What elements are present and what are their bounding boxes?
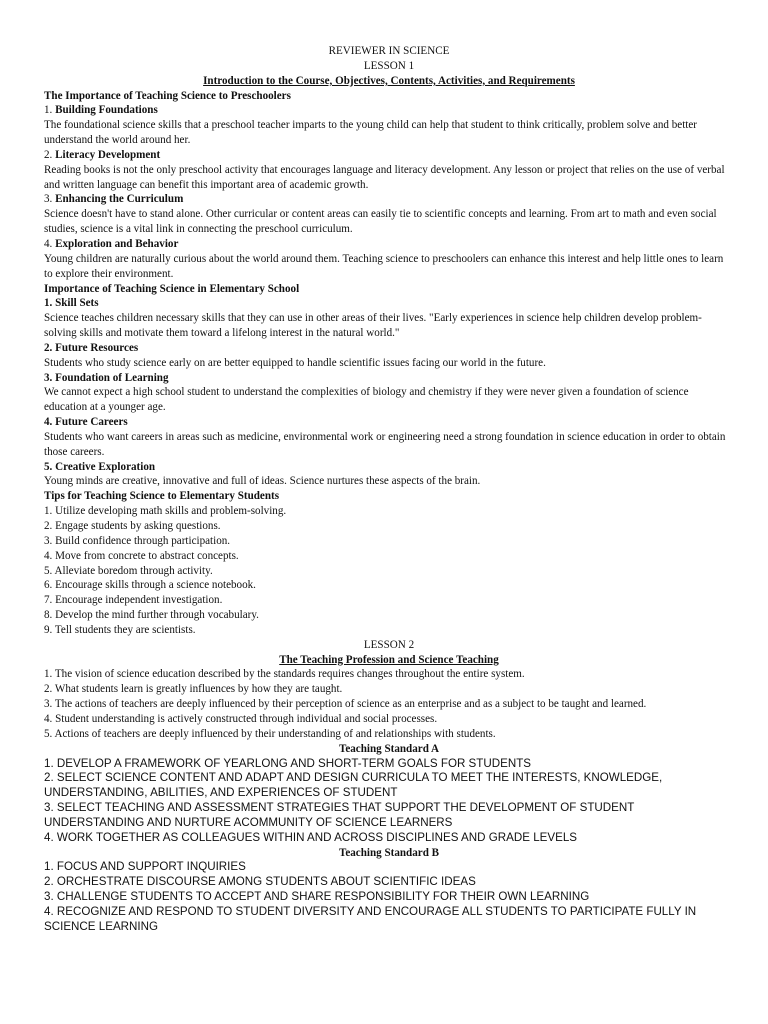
lesson-2-item: 4. Student understanding is actively constructed through individual and social processes. xyxy=(44,712,438,725)
lesson-1-subtitle: Introduction to the Course, Objectives, Contents, Activities, and Requirements xyxy=(203,74,575,87)
tips-item: 2. Engage students by asking questions. xyxy=(44,520,221,532)
lesson-2-item: 3. The actions of teachers are deeply influenced by their perception of science as an enterprise and as a subject to be taught and learned. xyxy=(44,698,647,711)
tips-item: 7. Encourage independent investigation. xyxy=(44,594,223,607)
preschool-item-title xyxy=(44,103,734,118)
preschool-item-title xyxy=(44,237,734,252)
standard-b-item: 1. FOCUS AND SUPPORT INQUIRIES xyxy=(44,860,246,874)
item-title: Building Foundations xyxy=(55,104,158,117)
elementary-heading: Importance of Teaching Science in Elementary School xyxy=(44,282,300,295)
document-title: REVIEWER IN SCIENCE xyxy=(328,45,450,57)
preschool-item-text: The foundational science skills that a preschool teacher imparts to the young child can help that student to think critically, problem solve and better understand the world around her. xyxy=(44,119,698,147)
lesson-2-item: 1. The vision of science education described by the standards requires changes throughout the entire system. xyxy=(44,668,525,681)
preschool-item-text: Young children are naturally curious about the world around them. Teaching science to preschoolers can enhance this interest and help little ones to learn to explore their environment. xyxy=(44,252,724,280)
tips-item: 4. Move from concrete to abstract concepts. xyxy=(44,549,239,562)
item-number: 1. xyxy=(44,104,56,117)
preschool-item-title xyxy=(44,192,734,207)
standard-a-heading: Teaching Standard A xyxy=(338,742,440,755)
standard-a-item: 2. SELECT SCIENCE CONTENT AND ADAPT AND DESIGN CURRICULA TO MEET THE INTERESTS, KNOWLEDGE, UNDERSTANDING, ABILITIES, AND EXPERIENCES OF STUDENT xyxy=(44,771,663,800)
lesson-2-subtitle: The Teaching Profession and Science Teaching xyxy=(279,653,499,666)
document-page xyxy=(44,44,734,935)
lesson-2-label: LESSON 2 xyxy=(363,638,415,651)
standard-a-item: 1. DEVELOP A FRAMEWORK OF YEARLONG AND SHORT-TERM GOALS FOR STUDENTS xyxy=(44,756,532,770)
lesson-2-item: 2. What students learn is greatly influences by how they are taught. xyxy=(44,683,343,696)
item-number: 3. xyxy=(44,193,56,206)
elementary-item-title: 5. Creative Exploration xyxy=(44,460,156,473)
tips-heading: Tips for Teaching Science to Elementary Students xyxy=(44,490,280,503)
item-number: 4. xyxy=(44,237,56,250)
tips-item: 8. Develop the mind further through vocabulary. xyxy=(44,609,259,622)
tips-item: 1. Utilize developing math skills and problem-solving. xyxy=(44,505,287,518)
preschool-item-text: Science doesn't have to stand alone. Other curricular or content areas can easily tie to scientific concepts and learning. From art to math and even social studies, science is a vital link in connecting the preschool curriculum. xyxy=(44,208,717,236)
lesson-2-item: 5. Actions of teachers are deeply influenced by their understanding of and relationships with students. xyxy=(44,727,496,740)
elementary-item-title: 4. Future Careers xyxy=(44,416,128,429)
standard-a-item: 4. WORK TOGETHER AS COLLEAGUES WITHIN AND ACROSS DISCIPLINES AND GRADE LEVELS xyxy=(44,830,578,844)
elementary-item-text: Students who study science early on are better equipped to handle scientific issues facing our world in the future. xyxy=(44,356,546,369)
item-title: Enhancing the Curriculum xyxy=(55,193,184,206)
elementary-item-text: Young minds are creative, innovative and full of ideas. Science nurtures these aspects of the brain. xyxy=(44,475,481,488)
standard-b-item: 3. CHALLENGE STUDENTS TO ACCEPT AND SHARE RESPONSIBILITY FOR THEIR OWN LEARNING xyxy=(44,890,590,904)
tips-item: 9. Tell students they are scientists. xyxy=(44,623,196,636)
standard-a-item: 3. SELECT TEACHING AND ASSESSMENT STRATEGIES THAT SUPPORT THE DEVELOPMENT OF STUDENT UNDERSTANDING AND NURTURE ACOMMUNITY OF SCIENCE LEARNERS xyxy=(44,801,635,829)
elementary-item-title: 3. Foundation of Learning xyxy=(44,371,169,384)
item-number: 2. xyxy=(44,148,56,161)
item-title: Exploration and Behavior xyxy=(55,237,179,250)
standard-b-item: 4. RECOGNIZE AND RESPOND TO STUDENT DIVERSITY AND ENCOURAGE ALL STUDENTS TO PARTICIPATE FULLY IN SCIENCE LEARNING xyxy=(44,904,697,933)
tips-item: 3. Build confidence through participation. xyxy=(44,534,231,547)
tips-item: 6. Encourage skills through a science notebook. xyxy=(44,579,256,592)
preschool-item-text: Reading books is not the only preschool activity that encourages language and literacy development. Any lesson or project that relies on the use of verbal and written language can benefit this important area of academic growth. xyxy=(44,163,725,191)
preschool-item-title xyxy=(44,148,734,163)
standard-b-item: 2. ORCHESTRATE DISCOURSE AMONG STUDENTS ABOUT SCIENTIFIC IDEAS xyxy=(44,875,476,889)
preschool-heading: The Importance of Teaching Science to Preschoolers xyxy=(44,89,291,102)
elementary-item-title: 1. Skill Sets xyxy=(44,297,99,310)
tips-item: 5. Alleviate boredom through activity. xyxy=(44,564,213,577)
item-title: Literacy Development xyxy=(55,148,161,161)
elementary-item-title: 2. Future Resources xyxy=(44,341,139,354)
elementary-item-text: Science teaches children necessary skills that they can use in other areas of their lives. "Early experiences in science help children develop problem-solving skills and motivate them toward a lifelong interest in the natural world." xyxy=(44,312,702,340)
elementary-item-text: Students who want careers in areas such as medicine, environmental work or engineering need a strong foundation in science education in order to obtain those careers. xyxy=(44,430,726,458)
standard-b-heading: Teaching Standard B xyxy=(338,846,440,859)
lesson-1-label: LESSON 1 xyxy=(363,59,415,72)
elementary-item-text: We cannot expect a high school student to understand the complexities of biology and chemistry if they were never given a foundation of science education at a younger age. xyxy=(44,386,689,414)
